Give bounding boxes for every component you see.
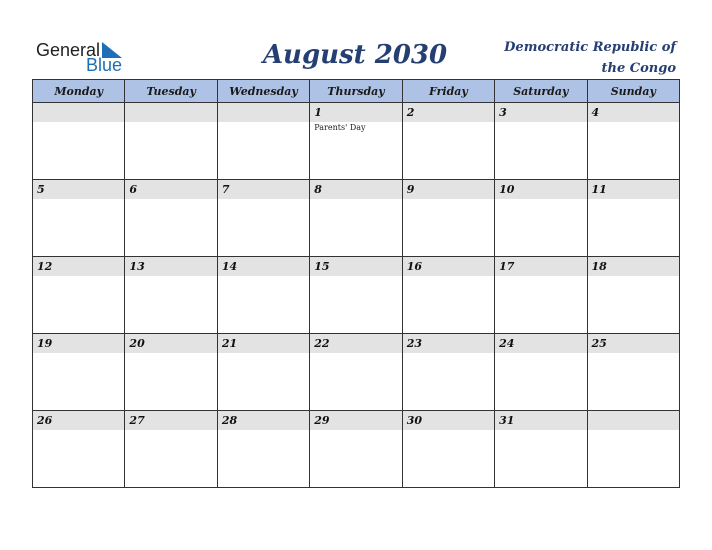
day-number: 7 xyxy=(218,180,309,199)
day-cell xyxy=(402,103,494,180)
day-number: 27 xyxy=(125,411,216,430)
day-cell xyxy=(310,180,402,257)
day-cell xyxy=(125,411,217,488)
day-cell xyxy=(402,411,494,488)
weekday-header: Monday xyxy=(33,80,125,103)
day-cell xyxy=(587,103,679,180)
day-cell xyxy=(587,257,679,334)
day-number xyxy=(588,411,679,430)
day-number xyxy=(125,103,216,122)
day-number: 29 xyxy=(310,411,401,430)
day-number: 28 xyxy=(218,411,309,430)
day-cell xyxy=(402,180,494,257)
day-number: 13 xyxy=(125,257,216,276)
weekday-header: Wednesday xyxy=(217,80,309,103)
day-cell xyxy=(217,180,309,257)
day-cell xyxy=(125,334,217,411)
day-number: 30 xyxy=(403,411,494,430)
day-number: 20 xyxy=(125,334,216,353)
day-cell xyxy=(310,257,402,334)
day-number: 25 xyxy=(588,334,679,353)
week-row xyxy=(33,411,680,488)
day-cell xyxy=(217,411,309,488)
day-cell xyxy=(402,334,494,411)
day-number: 12 xyxy=(33,257,124,276)
week-row xyxy=(33,180,680,257)
day-cell xyxy=(310,411,402,488)
day-number: 8 xyxy=(310,180,401,199)
country-name xyxy=(470,37,676,79)
day-cell xyxy=(217,257,309,334)
country-line-2: the Congo xyxy=(601,61,676,76)
day-number: 1 xyxy=(310,103,401,122)
day-number: 15 xyxy=(310,257,401,276)
day-number: 14 xyxy=(218,257,309,276)
day-cell xyxy=(587,180,679,257)
day-number: 5 xyxy=(33,180,124,199)
day-number: 24 xyxy=(495,334,586,353)
day-number xyxy=(218,103,309,122)
day-number: 19 xyxy=(33,334,124,353)
weekday-header: Thursday xyxy=(310,80,402,103)
day-cell xyxy=(33,103,125,180)
day-cell xyxy=(217,103,309,180)
week-row xyxy=(33,257,680,334)
day-number: 23 xyxy=(403,334,494,353)
day-cell xyxy=(33,334,125,411)
day-cell xyxy=(125,257,217,334)
week-row xyxy=(33,334,680,411)
day-cell xyxy=(495,257,587,334)
day-cell xyxy=(125,180,217,257)
calendar-title: August 2030 xyxy=(262,40,448,70)
logo-text-blue: Blue xyxy=(86,55,123,75)
week-row xyxy=(33,103,680,180)
weekday-header: Tuesday xyxy=(125,80,217,103)
calendar-grid xyxy=(32,79,680,488)
day-number: 2 xyxy=(403,103,494,122)
weekday-header-row xyxy=(33,80,680,103)
day-number: 21 xyxy=(218,334,309,353)
day-number: 3 xyxy=(495,103,586,122)
day-cell xyxy=(495,180,587,257)
weekday-header: Friday xyxy=(402,80,494,103)
day-cell xyxy=(402,257,494,334)
country-line-1: Democratic Republic of xyxy=(504,40,676,55)
day-cell xyxy=(310,334,402,411)
holiday-label: Parents' Day xyxy=(314,123,366,132)
day-number: 17 xyxy=(495,257,586,276)
day-number: 6 xyxy=(125,180,216,199)
weekday-header: Sunday xyxy=(587,80,679,103)
day-number: 11 xyxy=(588,180,679,199)
day-cell xyxy=(587,334,679,411)
day-number: 31 xyxy=(495,411,586,430)
day-number: 18 xyxy=(588,257,679,276)
day-number: 16 xyxy=(403,257,494,276)
day-number: 4 xyxy=(588,103,679,122)
logo-text-general: General xyxy=(36,40,101,60)
day-number: 9 xyxy=(403,180,494,199)
day-cell xyxy=(33,257,125,334)
day-cell xyxy=(495,411,587,488)
day-cell xyxy=(310,103,402,180)
day-number: 26 xyxy=(33,411,124,430)
day-cell xyxy=(495,334,587,411)
day-cell xyxy=(587,411,679,488)
day-number: 22 xyxy=(310,334,401,353)
weekday-header: Saturday xyxy=(495,80,587,103)
day-cell xyxy=(125,103,217,180)
day-cell xyxy=(495,103,587,180)
day-number: 10 xyxy=(495,180,586,199)
day-cell xyxy=(217,334,309,411)
generalblue-logo xyxy=(36,40,146,76)
day-number xyxy=(33,103,124,122)
day-cell xyxy=(33,180,125,257)
day-cell xyxy=(33,411,125,488)
